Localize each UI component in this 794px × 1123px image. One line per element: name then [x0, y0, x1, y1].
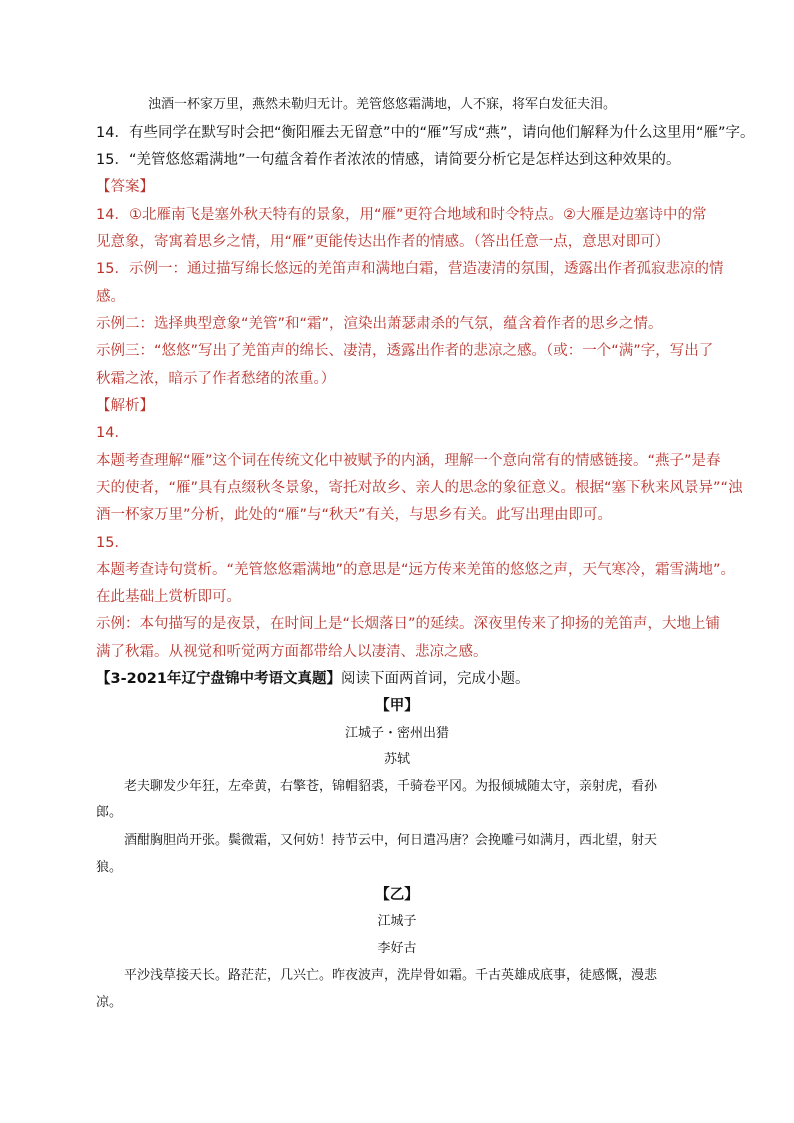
poem-jia-label: 【甲】: [375, 698, 419, 714]
poem-jia-title: 江城子・密州出猎: [344, 726, 449, 741]
answer-15-example-1-line-1: 15．示例一：通过描写绵长悠远的羌笛声和满地白霜，营造凄清的氛围，透露出作者孤寂悲凉的情: [96, 261, 724, 277]
analysis-14-line-1: 本题考查理解“雁”这个词在传统文化中被赋予的内涵，理解一个意向常有的情感链接。“燕子”是春: [96, 453, 721, 469]
next-problem-header: [96, 669, 706, 689]
analysis-14-line-3: 酒一杯家万里”分析，此处的“雁”与“秋天”有关，与思乡有关。此写出理由即可。: [96, 507, 613, 523]
analysis-15-line-3: 示例：本句描写的是夜景，在时间上是“长烟落日”的延续。深夜里传来了抑扬的羌笛声，大地上铺: [96, 616, 721, 632]
analysis-15-line-1: 本题考查诗句赏析。“羌管悠悠霜满地”的意思是“远方传来羌笛的悠悠之声，天气寒冷，霜雪满地”。: [96, 562, 736, 578]
answer-15-example-1-line-2: 感。: [96, 289, 125, 305]
poem-jia-stanza-1-line-1: 老夫聊发少年狂，左牵黄，右擎苍，锦帽貂裘，千骑卷平冈。为报倾城随太守，亲射虎，看孙: [124, 779, 658, 794]
question-14: 14．有些同学在默写时会把“衡阳雁去无留意”中的“雁”写成“燕”，请向他们解释为什么这里用“雁”字。: [96, 125, 755, 141]
poem-yi-author: 李好古: [377, 941, 417, 956]
answer-15-example-3-line-2: 秋霜之浓，暗示了作者愁绪的浓重。）: [96, 371, 336, 387]
analysis-15-number: 15．: [96, 535, 129, 551]
answer-14-line-1: 14．①北雁南飞是塞外秋天特有的景象，用“雁”更符合地域和时令特点。②大雁是边塞诗中的常: [96, 207, 707, 223]
poem-yi-line-2: 凉。: [96, 995, 123, 1010]
answer-15-example-2: 示例二：选择典型意象“羌管”和“霜”，渲染出萧瑟肃杀的气氛，蕴含着作者的思乡之情。: [96, 316, 663, 332]
poem-yi-line-1: 平沙浅草接天长。路茫茫，几兴亡。昨夜波声，洗岸骨如霜。千古英雄成底事，徒感慨，漫悲: [124, 968, 658, 983]
poem-jia-stanza-1-line-2: 郎。: [96, 805, 123, 820]
poem-jia-stanza-2-line-1: 酒酣胸胆尚开张。鬓微霜，又何妨！持节云中，何日遣冯唐？会挽雕弓如满月，西北望，射天: [124, 833, 658, 848]
analysis-14-number: 14．: [96, 425, 129, 441]
analysis-14-line-2: 天的使者，“雁”具有点缀秋冬景象，寄托对故乡、亲人的思念的象征意义。根据“塞下秋来风景异”“浊: [96, 480, 743, 496]
problem-source-tag: 【3-2021年辽宁盘锦中考语文真题】: [96, 671, 341, 687]
analysis-15-line-2: 在此基础上赏析即可。: [96, 589, 241, 605]
analysis-heading: 【解析】: [96, 398, 154, 414]
question-15: 15．“羌管悠悠霜满地”一句蕴含着作者浓浓的情感，请简要分析它是怎样达到这种效果的。: [96, 152, 681, 168]
answer-14-line-2: 见意象，寄寓着思乡之情，用“雁”更能传达出作者的情感。（答出任意一点，意思对即可）: [96, 234, 670, 250]
problem-instruction: 阅读下面两首词，完成小题。: [340, 671, 530, 687]
answer-heading: 【答案】: [96, 179, 154, 195]
answer-15-example-3-line-1: 示例三：“悠悠”写出了羌笛声的绵长、凄清，透露出作者的悲凉之感。（或：一个“满”字，写出了: [96, 343, 714, 359]
poem-yi-title: 江城子: [377, 914, 417, 929]
poem-jia-author: 苏轼: [383, 752, 410, 767]
poem-yi-label: 【乙】: [375, 887, 419, 903]
poem-excerpt-line: 浊酒一杯家万里，燕然未勒归无计。羌管悠悠霜满地，人不寐，将军白发征夫泪。: [148, 97, 617, 112]
analysis-15-line-4: 满了秋霜。从视觉和听觉两方面都带给人以凄清、悲凉之感。: [96, 644, 488, 660]
poem-jia-stanza-2-line-2: 狼。: [96, 860, 123, 875]
